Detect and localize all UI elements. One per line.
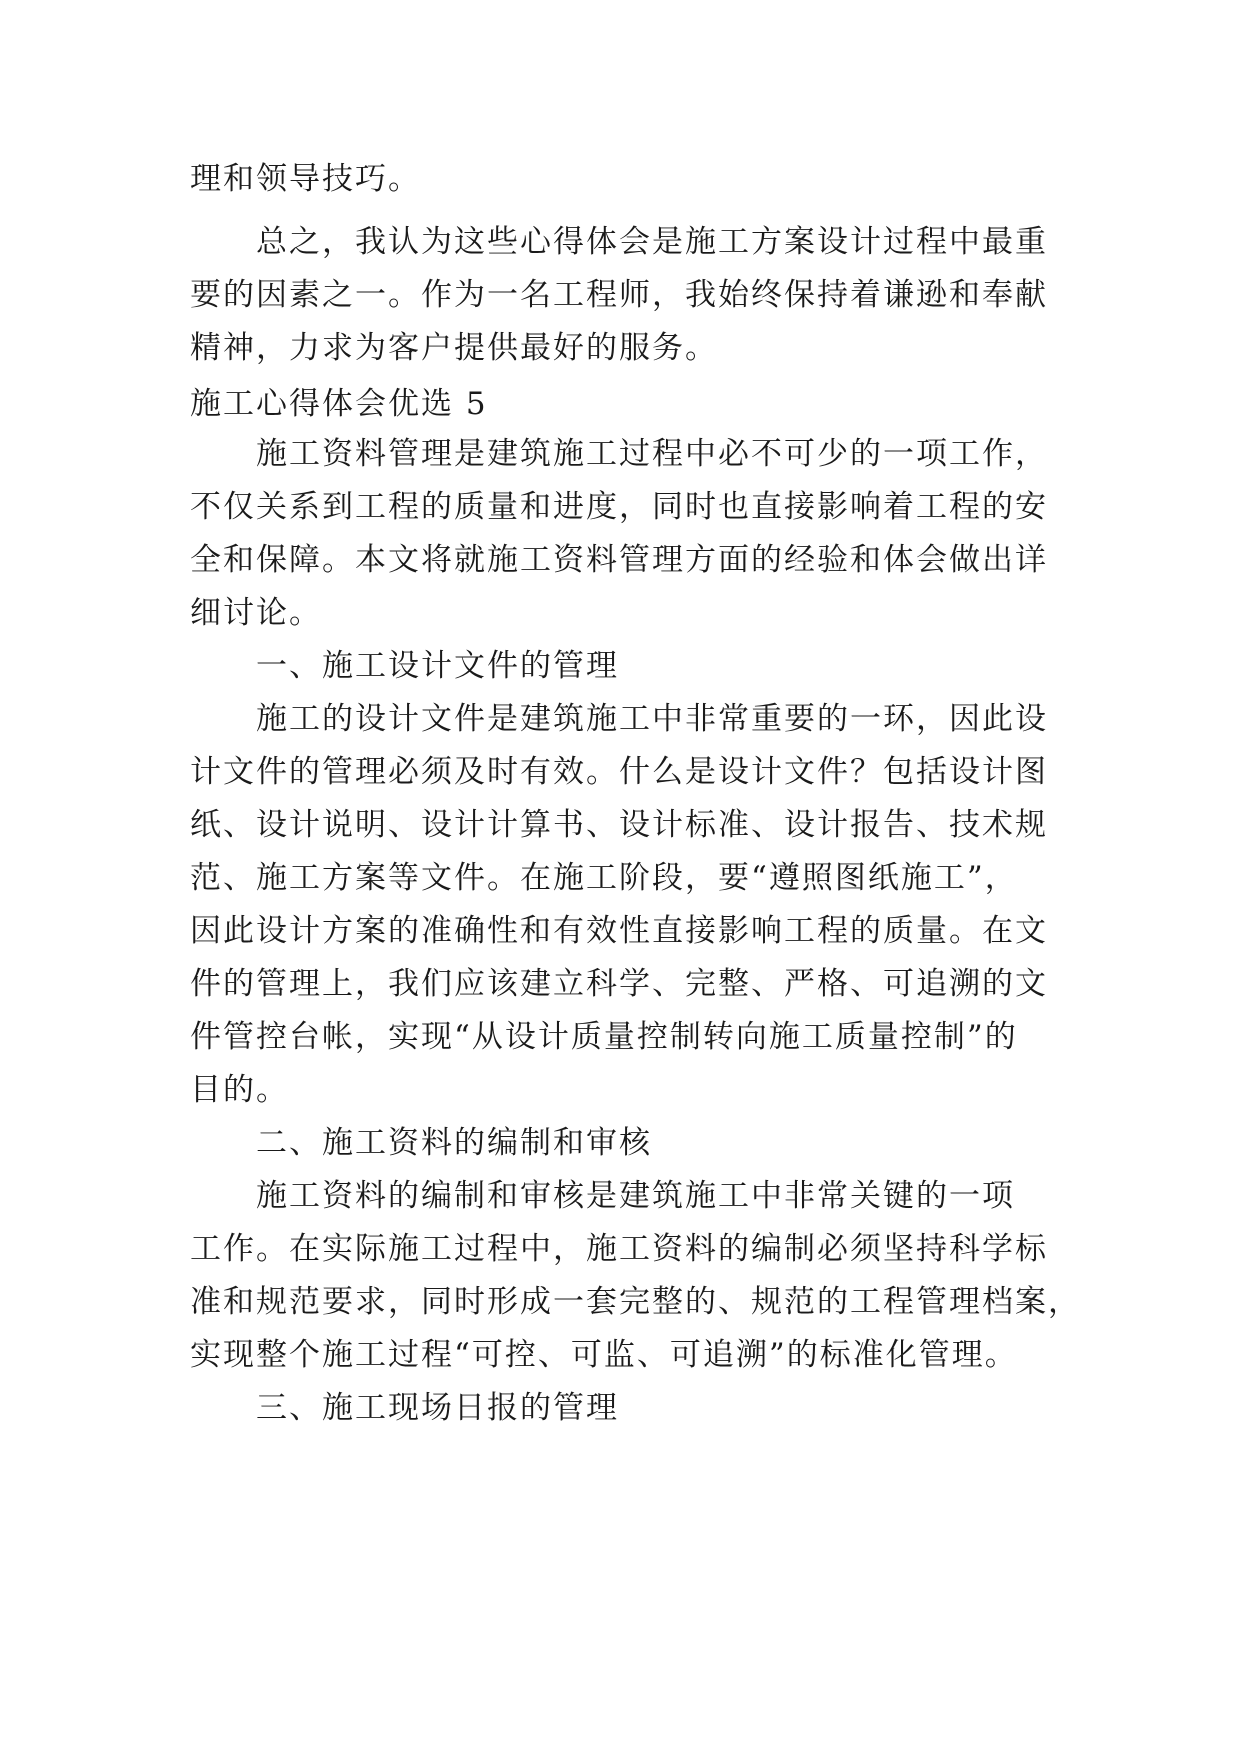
text-line: 细讨论。 [190, 595, 322, 631]
subheading: 三、施工现场日报的管理 [190, 1390, 619, 1426]
text-line: 全和保障。本文将就施工资料管理方面的经验和体会做出详 [190, 542, 1048, 578]
text-line: 施工资料的编制和审核是建筑施工中非常关键的一项 [190, 1178, 1015, 1214]
text-line: 施工资料管理是建筑施工过程中必不可少的一项工作， [190, 436, 1048, 472]
text-line: 纸、设计说明、设计计算书、设计标准、设计报告、技术规 [190, 807, 1048, 843]
text-line: 要的因素之一。作为一名工程师，我始终保持着谦逊和奉献 [190, 277, 1048, 313]
text-line: 工作。在实际施工过程中，施工资料的编制必须坚持科学标 [190, 1231, 1048, 1267]
text-line: 实现整个施工过程“可控、可监、可追溯”的标准化管理。 [190, 1337, 1018, 1373]
subheading: 一、施工设计文件的管理 [190, 648, 619, 684]
section-heading: 施工心得体会优选 5 [190, 386, 488, 422]
text-line: 理和领导技巧。 [190, 161, 421, 197]
text-line: 因此设计方案的准确性和有效性直接影响工程的质量。在文 [190, 913, 1048, 949]
text-line: 范、施工方案等文件。在施工阶段，要“遵照图纸施工”， [190, 860, 1018, 896]
text-line: 件的管理上，我们应该建立科学、完整、严格、可追溯的文 [190, 966, 1048, 1002]
text-line: 目的。 [190, 1072, 289, 1108]
text-line: 总之，我认为这些心得体会是施工方案设计过程中最重 [190, 224, 1048, 260]
text-line: 计文件的管理必须及时有效。什么是设计文件？包括设计图 [190, 754, 1048, 790]
subheading: 二、施工资料的编制和审核 [190, 1125, 652, 1161]
text-line: 精神，力求为客户提供最好的服务。 [190, 330, 718, 366]
text-line: 不仅关系到工程的质量和进度，同时也直接影响着工程的安 [190, 489, 1048, 525]
text-line: 准和规范要求，同时形成一套完整的、规范的工程管理档案， [190, 1284, 1081, 1320]
text-line: 件管控台帐，实现“从设计质量控制转向施工质量控制”的 [190, 1019, 1018, 1055]
text-line: 施工的设计文件是建筑施工中非常重要的一环，因此设 [190, 701, 1048, 737]
